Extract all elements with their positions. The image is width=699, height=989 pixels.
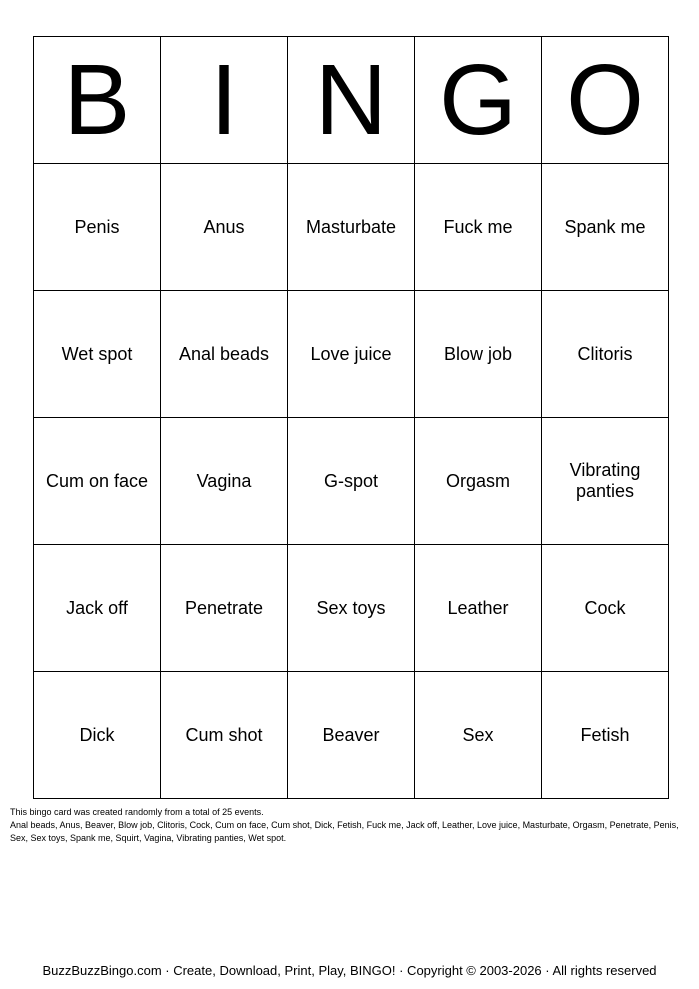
bingo-card: [33, 36, 669, 799]
bingo-cell: Spank me: [542, 164, 669, 291]
bingo-cell: Penetrate: [161, 545, 288, 672]
bingo-cell: Jack off: [34, 545, 161, 672]
bingo-cell: Dick: [34, 672, 161, 799]
bingo-cell: Orgasm: [415, 418, 542, 545]
card-row: [34, 545, 669, 672]
card-info: [10, 806, 690, 845]
bingo-cell: Anus: [161, 164, 288, 291]
header-letter: N: [288, 37, 415, 164]
card-row: [34, 672, 669, 799]
bingo-cell: Penis: [34, 164, 161, 291]
card-row: [34, 418, 669, 545]
header-letter: I: [161, 37, 288, 164]
bingo-cell: Wet spot: [34, 291, 161, 418]
bingo-cell: Cum on face: [34, 418, 161, 545]
card-row: [34, 164, 669, 291]
bingo-cell: Love juice: [288, 291, 415, 418]
footer-copyright: BuzzBuzzBingo.com · Create, Download, Print, Play, BINGO! · Copyright © 2003-2026 · All rights reserved: [42, 963, 657, 978]
bingo-cell: Sex: [415, 672, 542, 799]
header-letter: O: [542, 37, 669, 164]
bingo-cell: Vagina: [161, 418, 288, 545]
card-info-events: Anal beads, Anus, Beaver, Blow job, Clitoris, Cock, Cum on face, Cum shot, Dick, Fetish, Fuck me, Jack off, Leather, Love juice, Masturbate, Orgasm, Penetrate, Penis, Sex, Sex toys, Spank me, Squirt, Vagina, Vibrating panties, Wet spot.: [10, 820, 679, 843]
bingo-cell: Fetish: [542, 672, 669, 799]
bingo-cell: Cum shot: [161, 672, 288, 799]
bingo-cell: Fuck me: [415, 164, 542, 291]
bingo-cell: Leather: [415, 545, 542, 672]
bingo-cell: Masturbate: [288, 164, 415, 291]
bingo-cell: Anal beads: [161, 291, 288, 418]
bingo-cell: Cock: [542, 545, 669, 672]
bingo-cell: Clitoris: [542, 291, 669, 418]
header-row: [34, 37, 669, 164]
card-row: [34, 291, 669, 418]
header-letter: B: [34, 37, 161, 164]
header-letter: G: [415, 37, 542, 164]
bingo-cell: Blow job: [415, 291, 542, 418]
bingo-cell: Sex toys: [288, 545, 415, 672]
bingo-cell: Vibrating panties: [542, 418, 669, 545]
bingo-cell: G-spot: [288, 418, 415, 545]
card-info-summary: This bingo card was created randomly from a total of 25 events.: [10, 807, 264, 817]
bingo-cell: Beaver: [288, 672, 415, 799]
